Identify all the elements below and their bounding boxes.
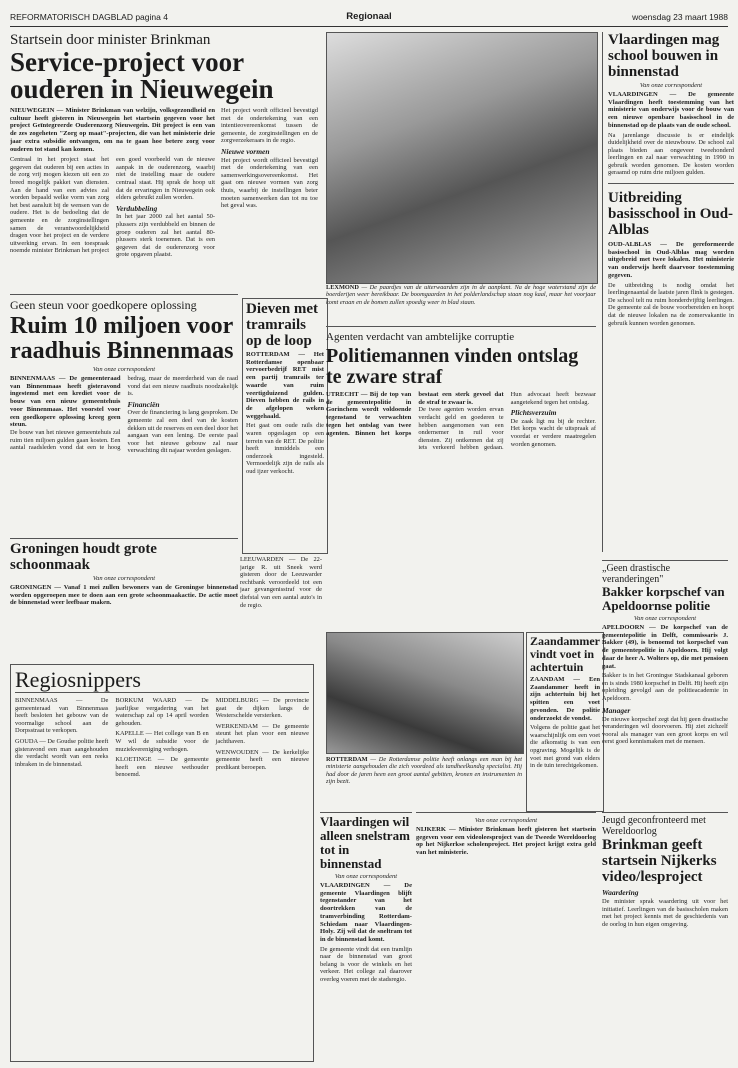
body: Het gaat om oude rails die waren opgeslagen op een terrein van de RET. De politie heeft inmiddels een onderzoek ingesteld. Vermoedelijk zijn de rails als oud ijzer verkocht. [246, 422, 324, 475]
lead: VLAARDINGEN — De gemeente Vlaardingen heeft toestemming van het ministerie van onderwijs voor de bouw van een nieuwe openbare basisschool in de binnenstad op de plaats van de oude school. [608, 91, 734, 129]
lead: ZAANDAM — Een Zaandammer heeft in zijn achtertuin bij het spitten een voet gevonden. De politie onderzoekt de vondst. [530, 676, 600, 722]
body: De twee agenten worden ervan verdacht geld en goederen te hebben aangenomen van een ondernemer in ruil voor diensten. Zij ontkennen dat zij iets verkeerd hebben gedaan. Hun advocaat heeft bezwaar aangetekend tegen het ontslag. [418, 391, 596, 452]
kicker: Startsein door minister Brinkman [10, 32, 211, 48]
body: Het project wordt officieel bevestigd met de ondertekening van een samenwerkingsovereenkomst. Het gaat om nieuwe vormen van zorg thuis, waarbij de instellingen beter moeten samenwerken dan tot nu toe het geval was. [221, 156, 318, 210]
byline: Van onze correspondent [633, 615, 697, 622]
article-service-project [10, 32, 318, 270]
photo-caption [326, 284, 596, 320]
news-item: MIDDELBURG — De provincie gaat de dijken langs de Westerschelde versterken. [215, 697, 309, 720]
news-item: WERKENDAM — De gemeente steunt het plan voor een nieuwe jachthaven. [215, 722, 309, 745]
article-leeuwarden: LEEUWARDEN — De 22-jarige R. uit Sneek werd gisteren door de Leeuwarder rechtbank veroordeeld tot een jaar gevangenisstraf voor de diefstal van een aantal auto's in de regio. [240, 556, 322, 609]
news-item: GOUDA — De Goudse politie heeft gisteravond een man aangehouden die verdacht wordt van een reeks inbraken in de binnenstad. [15, 737, 109, 768]
news-item: BINNENMAAS — De gemeenteraad van Binnenmaas heeft besloten het gebouw van de voormalige school aan de Dorpsstraat te verkopen. [15, 697, 109, 735]
news-item: KLOETINGE — De gemeente heeft een nieuwe wethouder benoemd. [115, 756, 209, 779]
body: Centraal in het project staat het gegeven dat ouderen bij een acties in de zorg vrij mogen kiezen uit een zo breed mogelijk pakket van diensten. Aan de hand van een advies zal worden bepaald welke vorm van zorg het best aansluit bij de wensen van de oudere. Het is de bedoeling dat de gemeente en de zorginstellingen samen de verantwoordelijkheid dragen voor het project en de verdere uitwerking ervan. [10, 156, 109, 247]
byline: Van onze correspondent [92, 366, 156, 373]
body: Na jarenlange discussie is er eindelijk duidelijkheid over de nieuwbouw. De school zal plaats bieden aan ongeveer tweehonderd leerlingen en zal naar verwachting in 1990 in gebruik worden genomen. De kosten worden geraamd op ruim drie miljoen gulden. [608, 131, 734, 177]
caption-place: LEXMOND [326, 284, 359, 291]
article-sneltram [320, 812, 412, 1065]
caption-text: — De paardjes van de uiterwaarden zijn in de aanplant. Na de hoge waterstand zijn de boerderijen weer bereikbaar. De boomgaarden in het polderlandschap staan nog kaal, maar het voorjaar komt eraan en de bomen zullen spoedig weer in blad staan. [326, 284, 596, 306]
headline: Bakker korpschef van Apeldoornse politie [602, 584, 725, 613]
lead: ROTTERDAM — Het Rotterdamse openbaar vervoerbedrijf RET mist een partij tramrails ter waarde van ruim veertigduizend gulden. Dieven hebben de rails in de afgelopen weken weggehaald. [246, 351, 324, 420]
body: De nieuwe korpschef zegt dat hij geen drastische veranderingen wil doorvoeren. Hij ziet zichzelf vooral als manager van een groot korps en wil eerst goed kennismaken met de mensen. [602, 715, 728, 746]
photo-tandarts [326, 632, 524, 754]
news-item: WENWOUDEN — De kerkelijke gemeente heeft een nieuwe predikant beroepen. [215, 748, 309, 771]
byline: Van onze correspondent [334, 873, 398, 880]
photo-caption [326, 756, 522, 806]
byline: Van onze correspondent [639, 82, 703, 89]
subhead: Plichtsverzuim [510, 408, 557, 418]
caption-text: — De Rotterdamse politie heeft onlangs een man bij het ministerie aangehouden die zich voordeed als tandheelkundig specialist. Hij had door de jaren heen een groot aantal gebitten, kronen en instrumenten in zijn bezit. [326, 756, 522, 786]
right-column [602, 32, 734, 552]
article-brinkman-video [602, 812, 728, 1065]
article-politie [326, 326, 596, 629]
headline: Vlaardingen wil alleen snelstram tot in binnenstad [320, 814, 410, 871]
header-date: woensdag 23 maart 1988 [632, 12, 728, 22]
headline: Uitbreiding basisschool in Oud-Alblas [608, 190, 734, 239]
headline: Ruim 10 miljoen voor raadhuis Binnenmaas [10, 313, 234, 364]
caption-place: ROTTERDAM [326, 756, 368, 763]
lead: APELDOORN — De korpschef van de gemeentepolitie in Delft, commissaris J. Bakker (49), is benoemd tot korpschef van de gemeentepolitie in Apeldoorn. Hij volgt daar de heer A. Wolters op, die met pensioen gaat. [602, 624, 728, 670]
headline: Groningen houdt grote schoonmaak [10, 541, 157, 573]
article-groningen [10, 538, 238, 661]
subhead: Waardering [602, 888, 639, 897]
article-regiosnippers [10, 664, 314, 1062]
header-section: Regionaal [346, 11, 392, 22]
body: De gemeente vindt dat een tramlijn naar de binnenstad van groot belang is voor de winkels en het verkeer. Het college zal daarover overleg voeren met de stadsregio. [320, 945, 412, 983]
body: De minister sprak waardering uit voor het initiatief. Leerlingen van de basisscholen maken met het project kennis met de geschiedenis van de oorlog in hun eigen omgeving. [602, 898, 728, 928]
lead: NIJKERK — Minister Brinkman heeft gisteren het startsein gegeven voor een videoleesproject van de Tweede Wereldoorlog op het Nijkerkse scholenproject. Het project krijgt extra geld van het ministerie. [416, 826, 596, 857]
body: De uitbreiding is nodig omdat het leerlingenaantal de laatste jaren flink is gestegen. De school telt nu ruim honderdvijftig leerlingen. De gemeente zal de bouw voorbereiden en hoopt dat de nieuwe lokalen na de zomervakantie in gebruik kunnen worden genomen. [608, 281, 734, 327]
kicker: Jeugd geconfronteerd met Wereldoorlog [602, 815, 706, 837]
article-raadhuis [10, 294, 238, 533]
headline: Politiemannen vinden ontslag te zware straf [326, 345, 579, 388]
article-nijkerk [416, 812, 596, 1065]
kicker: Agenten verdacht van ambtelijke corruptie [326, 331, 515, 343]
body: In het jaar 2000 zal het aantal 50-plussers zijn verdubbeld en binnen de groep ouderen zal het aantal 80-plussers sterk toenemen. Dat is een gegeven dat de ouderenzorg voor grote opgaven plaatst. [116, 213, 215, 259]
subhead: Financiën [127, 399, 160, 409]
article-tramrails [242, 298, 328, 554]
header-paper: REFORMATORISCH DAGBLAD pagina 4 [10, 12, 168, 22]
subhead: Manager [602, 705, 631, 715]
lead: NIEUWEGEIN — Minister Brinkman van welzijn, volksgezondheid en cultuur heeft gisteren in Nieuwegein het startsein gegeven voor het project Geïntegreerde Ouderenzorg Nieuwegein. Dit project is een van de zes zogeheten "Zorg op maat"-projecten, die van het ministerie drie jaar extra subsidie ontvangen, om na te gaan hoe betere zorg voor ouderen tot stand kan komen. [10, 107, 215, 153]
kicker: „Geen drastische veranderingen" [602, 563, 671, 585]
body: Over de financiering is lang gesproken. De gemeente zal een deel van de kosten dekken uit de reserves en een deel door het aangaan van een lening. De eerste paal voor het nieuwe gebouw zal naar verwachting dit najaar worden geslagen. [127, 409, 238, 455]
lead: VLAARDINGEN — De gemeente Vlaardingen blijft tegenstander van het doortrekken van de tramverbinding Rotterdam-Schiedam naar Vlaardingen-Holy. Zij wil dat de sneltram tot in de binnenstad komt. [320, 882, 412, 943]
headline: Brinkman geeft startsein Nijkerks video/lesproject [602, 837, 717, 885]
lead: BINNENMAAS — De gemeenteraad van Binnenmaas heeft gisteravond ingestemd met een krediet voor de bouw van een nieuw gemeentehuis voor Binnenmaas. Het voorstel voor een goedkopere oplossing kreeg geen steun. [10, 375, 121, 429]
headline: Zaandammer vindt voet in achtertuin [530, 634, 600, 674]
byline: Van onze correspondent [474, 817, 538, 824]
article-bakker [602, 560, 728, 809]
news-item: BORKUM WAARD — De jaarlijkse vergadering van het waterschap zal op 14 april worden gehouden. [115, 697, 209, 727]
body: De zaak ligt nu bij de rechter. Het korps wacht de uitspraak af voordat er verdere maatregelen worden genomen. [510, 417, 596, 448]
body: Het project wordt officieel bevestigd met de ondertekening van een intentieovereenkomst tussen de gemeente, de zorginstellingen en de zorgverzekeraars in de regio. [221, 107, 318, 145]
body: Bakker is in het Groningse Stadskanaal geboren en is sinds 1980 korpschef in Delft. Hij heeft zijn opleiding gevolgd aan de politieacademie in Apeldoorn. [602, 672, 728, 702]
kicker: Geen steun voor goedkopere oplossing [10, 298, 197, 312]
subhead: Verdubbeling [116, 203, 158, 213]
lead: GRONINGEN — Vanaf 1 mei zullen bewoners van de Groningse binnenstad worden opgeroepen mee te doen aan een grote schoonmaakactie. De actie moet de binnenstad weer leefbaar maken. [10, 584, 238, 607]
headline: Dieven met tramrails op de loop [246, 301, 319, 349]
article-zaandammer [526, 632, 604, 812]
page-header [10, 8, 728, 27]
lead: UTRECHT — Bij de top van de gemeentepolitie in Gorinchem wordt voldoende tegenstand te verwachten tegen het ontslag van twee agenten. Binnen het korps bestaat een sterk gevoel dat de straf te zwaar is. [326, 391, 504, 437]
headline: Vlaardingen mag school bouwen in binnenstad [608, 32, 720, 80]
headline: Service-project voor ouderen in Nieuwegein [10, 47, 274, 104]
photo-trees [326, 32, 598, 284]
byline: Van onze correspondent [92, 575, 156, 582]
body: Volgens de politie gaat het waarschijnlijk om een voet die afkomstig is van een opgraving. Mogelijk is de voet met grond van elders in de tuin terechtgekomen. [530, 724, 600, 770]
lead: OUD-ALBLAS — De gereformeerde basisschool in Oud-Alblas mag worden uitgebreid met twee lokalen. Het ministerie van onderwijs heeft daarvoor toestemming gegeven. [608, 241, 734, 279]
body: De bouw van het nieuwe gemeentehuis zal ruim tien miljoen gulden gaan kosten. Een aantal raadsleden vond dat een te hoog bedrag, maar de meerderheid van de raad vond dat een nieuw raadhuis noodzakelijk is. [10, 375, 238, 452]
body: In een toespraak noemde minister Brinkman het project een goed voorbeeld van de nieuwe aanpak in de ouderenzorg, waarbij niet de instelling maar de oudere centraal staat. Hij sprak de hoop uit dat de ervaringen in Nieuwegein ook elders gebruikt zullen worden. [10, 156, 215, 255]
headline: Regiosnippers [15, 668, 309, 693]
news-item: KAPELLE — Het college van B en W wil de subsidie voor de muziekvereniging verhogen. [115, 730, 209, 753]
subhead: Nieuwe vormen [221, 146, 270, 156]
